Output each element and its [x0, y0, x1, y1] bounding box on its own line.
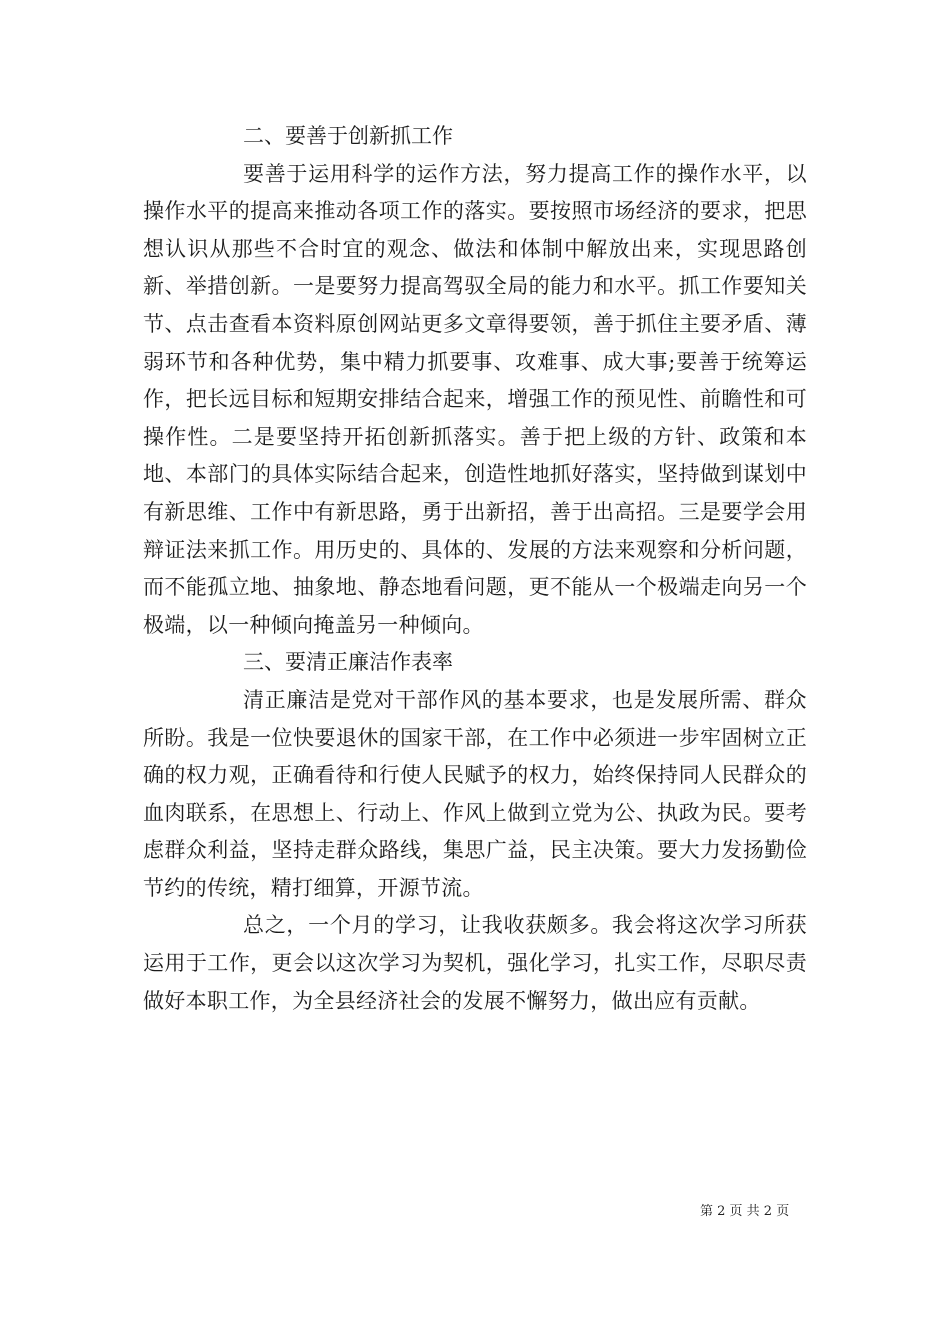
paragraph-innovation: 要善于运用科学的运作方法，努力提高工作的操作水平，以操作水平的提高来推动各项工作的落实。要按照市场经济的要求，把思想认识从那些不合时宜的观念、做法和体制中解放出来，实现思路创新、举措创新。一是要努力提高驾驭全局的能力和水平。抓工作要知关节、点击查看本资料原创网站更多文章得要领，善于抓住主要矛盾、薄弱环节和各种优势，集中精力抓要事、攻难事、成大事;要善于统筹运作，把长远目标和短期安排结合起来，增强工作的预见性、前瞻性和可操作性。二是要坚持开拓创新抓落实。善于把上级的方针、政策和本地、本部门的具体实际结合起来，创造性地抓好落实，坚持做到谋划中有新思维、工作中有新思路，勇于出新招，善于出高招。三是要学会用辩证法来抓工作。用历史的、具体的、发展的方法来观察和分析问题，而不能孤立地、抽象地、静态地看问题，更不能从一个极端走向另一个极端，以一种倾向掩盖另一种倾向。	[143, 161, 807, 637]
section-heading-integrity: 三、要清正廉洁作表率	[243, 650, 453, 675]
paragraph-integrity: 清正廉洁是党对干部作风的基本要求，也是发展所需、群众所盼。我是一位快要退休的国家干部，在工作中必须进一步牢固树立正确的权力观，正确看待和行使人民赋予的权力，始终保持同人民群众的血肉联系，在思想上、行动上、作风上做到立党为公、执政为民。要考虑群众利益，坚持走群众路线，集思广益，民主决策。要大力发扬勤俭节约的传统，精打细算，开源节流。	[143, 687, 807, 900]
document-body	[143, 118, 807, 1020]
section-heading-innovation: 二、要善于创新抓工作	[243, 124, 453, 148]
paragraph-conclusion: 总之，一个月的学习，让我收获颇多。我会将这次学习所获运用于工作，更会以这次学习为契机，强化学习，扎实工作，尽职尽责做好本职工作，为全县经济社会的发展不懈努力，做出应有贡献。	[143, 913, 807, 1013]
page-number: 第 2 页 共 2 页	[700, 1204, 790, 1219]
